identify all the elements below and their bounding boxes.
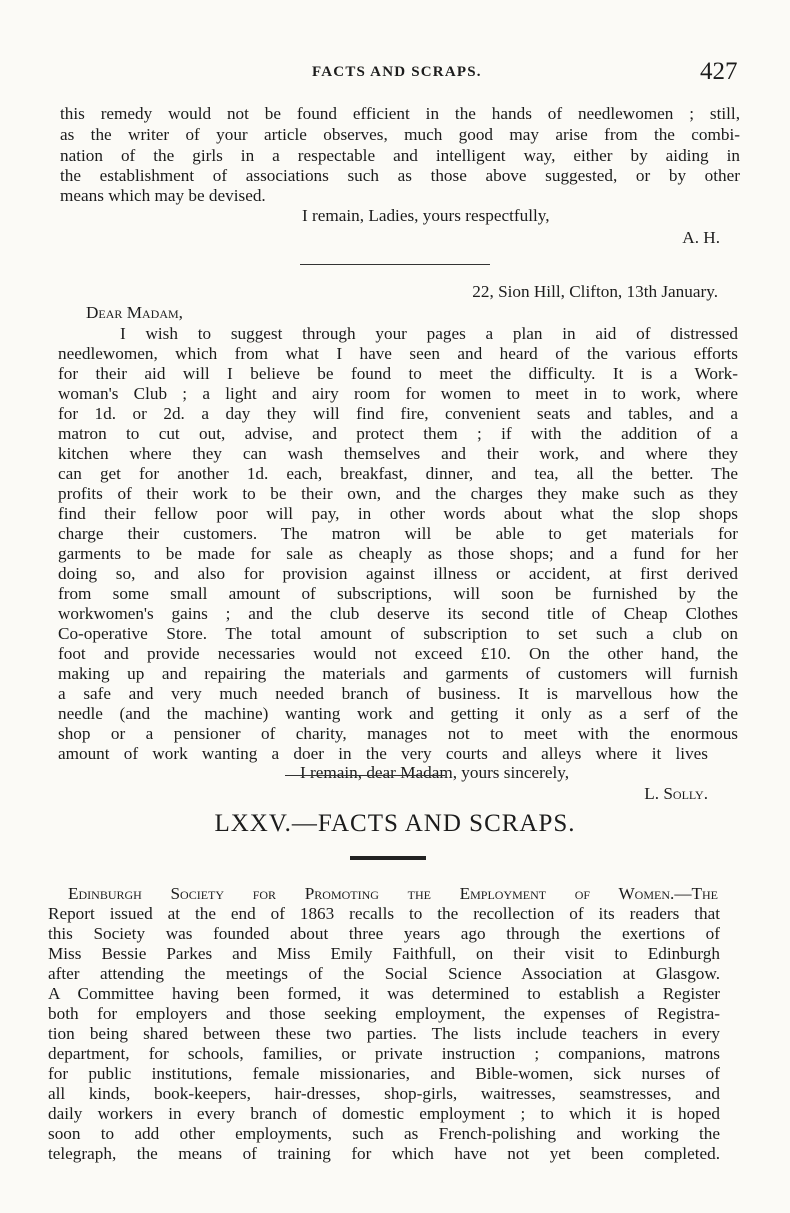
letter2-line: find their fellow poor will pay, in other words about what the slop shops bbox=[58, 504, 738, 523]
section-line: department, for schools, families, or private instruction ; companions, matrons bbox=[48, 1044, 720, 1063]
letter2-line: needle (and the machine) wanting work and getting it only as a serf of the bbox=[58, 704, 738, 723]
letter1-line: means which may be devised. bbox=[60, 186, 266, 205]
letter2-line: workwomen's gains ; and the club deserve its second title of Cheap Clothes bbox=[58, 604, 738, 623]
letter2-line: kitchen where they can wash themselves and their work, and where they bbox=[58, 444, 738, 463]
page-number: 427 bbox=[700, 58, 738, 85]
letter2-line: needlewomen, which from what I have seen and heard of the various efforts bbox=[58, 344, 738, 363]
letter1-signature: A. H. bbox=[682, 228, 720, 247]
section-line: A Committee having been formed, it was determined to establish a Register bbox=[48, 984, 720, 1003]
section-line: telegraph, the means of training for which have not yet been completed. bbox=[48, 1144, 720, 1163]
separator-rule bbox=[300, 264, 490, 265]
section-line: Miss Bessie Parkes and Miss Emily Faithfull, on their visit to Edinburgh bbox=[48, 944, 720, 963]
letter2-line: for their aid will I believe be found to meet the difficulty. It is a Work- bbox=[58, 364, 738, 383]
letter2-address: 22, Sion Hill, Clifton, 13th January. bbox=[472, 282, 718, 301]
letter2-salutation: Dear Madam, bbox=[86, 303, 183, 322]
letter2-line: from some small amount of subscriptions, will soon be furnished by the bbox=[58, 584, 738, 603]
letter2-line: woman's Club ; a light and airy room for women to meet in to work, where bbox=[58, 384, 738, 403]
letter2-line: shop or a pensioner of charity, manages not to meet with the enormous bbox=[58, 724, 738, 743]
letter2-line: making up and repairing the materials and garments of customers will furnish bbox=[58, 664, 738, 683]
section-line: soon to add other employments, such as French-polishing and working the bbox=[48, 1124, 720, 1143]
section-line: Edinburgh Society for Promoting the Employment of Women.—The bbox=[68, 884, 718, 903]
letter2-line: garments to be made for sale as cheaply as those shops; and a fund for her bbox=[58, 544, 738, 563]
letter2-line: charge their customers. The matron will be able to get materials for bbox=[58, 524, 738, 543]
letter1-closing: I remain, Ladies, yours respectfully, bbox=[302, 206, 550, 225]
letter1-line: as the writer of your article observes, much good may arise from the combi- bbox=[60, 125, 740, 144]
section-line: Report issued at the end of 1863 recalls to the recollection of its readers that bbox=[48, 904, 720, 923]
letter2-line: Co-operative Store. The total amount of subscription to set such a club on bbox=[58, 624, 738, 643]
letter2-line: profits of their work to be their own, and the charges they make such as they bbox=[58, 484, 738, 503]
letter2-line: amount of work wanting a doer in the very courts and alleys where it lives bbox=[58, 744, 708, 763]
letter2-line: a safe and very much needed branch of business. It is marvellous how the bbox=[58, 684, 738, 703]
letter2-line: for 1d. or 2d. a day they will find fire, convenient seats and tables, and a bbox=[58, 404, 738, 423]
letter2-closing: I remain, dear Madam, yours sincerely, bbox=[300, 763, 570, 782]
letter1-line: nation of the girls in a respectable and intelligent way, either by aiding in bbox=[60, 146, 740, 165]
heading-rule bbox=[350, 856, 426, 860]
running-title: FACTS AND SCRAPS. bbox=[312, 64, 482, 80]
letter2-line: doing so, and also for provision against illness or accident, at first derived bbox=[58, 564, 738, 583]
section-line: both for employers and those seeking employment, the expenses of Registra- bbox=[48, 1004, 720, 1023]
section-line: tion being shared between these two parties. The lists include teachers in every bbox=[48, 1024, 720, 1043]
section-line: this Society was founded about three years ago through the exertions of bbox=[48, 924, 720, 943]
section-line: all kinds, book-keepers, hair-dresses, shop-girls, waitresses, seamstresses, and bbox=[48, 1084, 720, 1103]
letter2-line: I wish to suggest through your pages a plan in aid of distressed bbox=[120, 324, 738, 343]
running-head bbox=[0, 58, 790, 88]
section-line: daily workers in every branch of domestic employment ; to which it is hoped bbox=[48, 1104, 720, 1123]
letter1-line: this remedy would not be found efficient in the hands of needlewomen ; still, bbox=[60, 104, 740, 123]
section-line: for public institutions, female missionaries, and Bible-women, sick nurses of bbox=[48, 1064, 720, 1083]
section-line: after attending the meetings of the Social Science Association at Glasgow. bbox=[48, 964, 720, 983]
letter2-line: matron to cut out, advise, and protect them ; if with the addition of a bbox=[58, 424, 738, 443]
letter2-line: foot and provide necessaries would not exceed £10. On the other hand, the bbox=[58, 644, 738, 663]
letter2-line: can get for another 1d. each, breakfast, dinner, and tea, all the better. The bbox=[58, 464, 738, 483]
separator-rule bbox=[285, 775, 445, 776]
letter1-line: the establishment of associations such as those above suggested, or by other bbox=[60, 166, 740, 185]
letter2-signature: L. Solly. bbox=[644, 784, 708, 803]
section-heading: LXXV.—FACTS AND SCRAPS. bbox=[214, 810, 576, 837]
